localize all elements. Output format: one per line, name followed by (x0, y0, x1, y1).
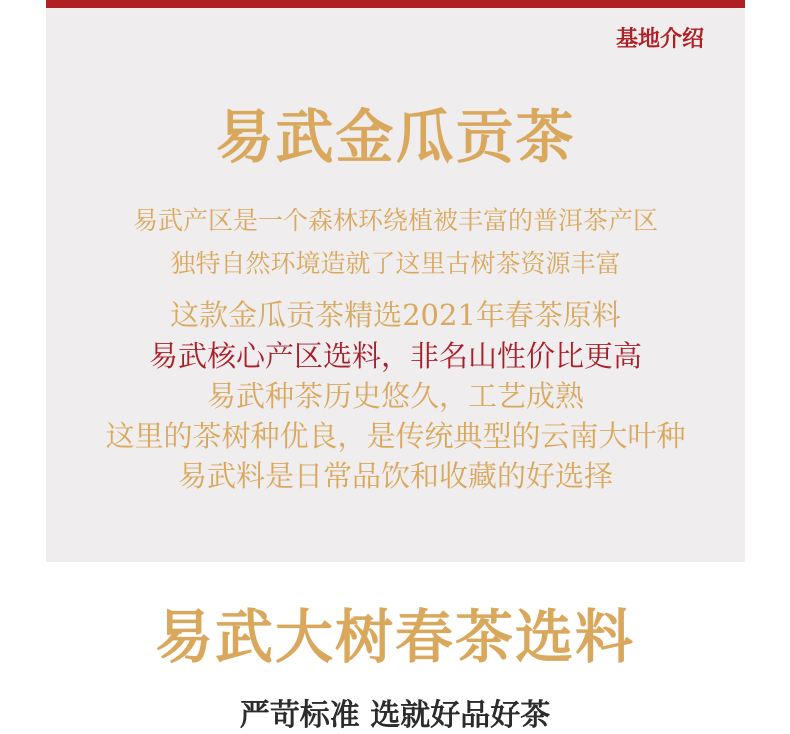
intro-line-7: 易武料是日常品饮和收藏的好选择 (177, 459, 613, 493)
intro-line-2: 独特自然环境造就了这里古树茶资源丰富 (170, 249, 621, 278)
top-accent-bar (46, 0, 745, 8)
intro-panel (46, 8, 745, 562)
intro-line-highlight: 易武核心产区选料，非名山性价比更高 (148, 339, 642, 373)
section-subheadline: 严苛标准 选就好品好茶 (239, 698, 551, 733)
intro-line-5: 易武种茶历史悠久，工艺成熟 (206, 379, 584, 413)
intro-line-1: 易武产区是一个森林环绕植被丰富的普洱茶产区 (132, 206, 658, 235)
section-label: 基地介绍 (615, 26, 704, 52)
panel-title: 易武金瓜贡茶 (215, 103, 576, 171)
intro-line-3: 这款金瓜贡茶精选2021年春茶原料 (170, 298, 621, 332)
section-headline: 易武大树春茶选料 (154, 603, 635, 671)
intro-line-6: 这里的茶树种优良，是传统典型的云南大叶种 (105, 419, 686, 453)
